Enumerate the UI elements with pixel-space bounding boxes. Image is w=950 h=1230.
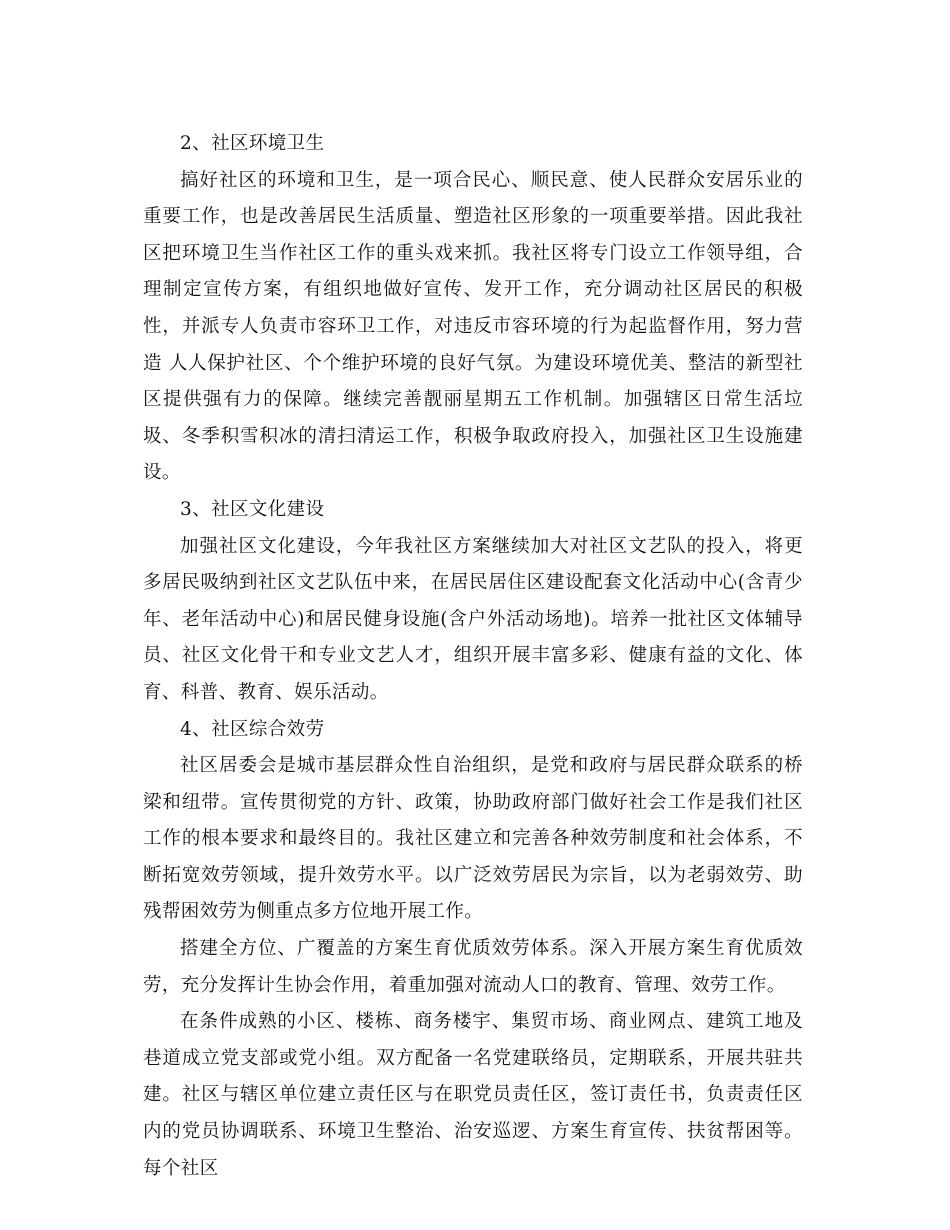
- document-body: [143, 126, 803, 1187]
- section-heading-environment: 2、社区环境卫生: [180, 133, 325, 154]
- paragraph-culture: 加强社区文化建设，今年我社区方案继续加大对社区文艺队的投入，将更多居民吸纳到社区文艺队伍中来，在居民居住区建设配套文化活动中心(含青少年、老年活动中心)和居民健身设施(含户外活动场地)。培养一批社区文体辅导员、社区文化骨干和专业文艺人才，组织开展丰富多彩、健康有益的文化、体育、科普、教育、娱乐活动。: [143, 535, 803, 703]
- section-heading-culture: 3、社区文化建设: [180, 498, 325, 520]
- paragraph-family-planning: 搭建全方位、广覆盖的方案生育优质效劳体系。深入开展方案生育优质效劳，充分发挥计生协会作用，着重加强对流动人口的教育、管理、效劳工作。: [143, 938, 803, 996]
- section-heading-service: 4、社区综合效劳: [180, 718, 325, 740]
- paragraph-service: 社区居委会是城市基层群众性自治组织，是党和政府与居民群众联系的桥梁和纽带。宣传贯彻党的方针、政策，协助政府部门做好社会工作是我们社区工作的根本要求和最终目的。我社区建立和完善各种效劳制度和社会体系，不断拓宽效劳领域，提升效劳水平。以广泛效劳居民为宗旨，以为老弱效劳、助残帮困效劳为侧重点多方位地开展工作。: [143, 755, 803, 923]
- paragraph-party-branch: 在条件成熟的小区、楼栋、商务楼宇、集贸市场、商业网点、建筑工地及巷道成立党支部或党小组。双方配备一名党建联络员，定期联系，开展共驻共建。社区与辖区单位建立责任区与在职党员责任区，签订责任书，负责责任区内的党员协调联系、环境卫生整治、治安巡逻、方案生育宣传、扶贫帮困等。每个社区: [143, 1011, 803, 1179]
- paragraph-environment: 搞好社区的环境和卫生，是一项合民心、顺民意、使人民群众安居乐业的重要工作，也是改善居民生活质量、塑造社区形象的一项重要举措。因此我社区把环境卫生当作社区工作的重头戏来抓。我社区将专门设立工作领导组，合理制定宣传方案，有组织地做好宣传、发开工作，充分调动社区居民的积极性，并派专人负责市容环卫工作，对违反市容环境的行为起监督作用，努力营造 人人保护社区、个个维护环境的良好气氛。为建设环境优美、整洁的新型社区提供强有力的保障。继续完善靓丽星期五工作机制。加强辖区日常生活垃圾、冬季积雪积冰的清扫清运工作，积极争取政府投入，加强社区卫生设施建设。: [143, 169, 803, 484]
